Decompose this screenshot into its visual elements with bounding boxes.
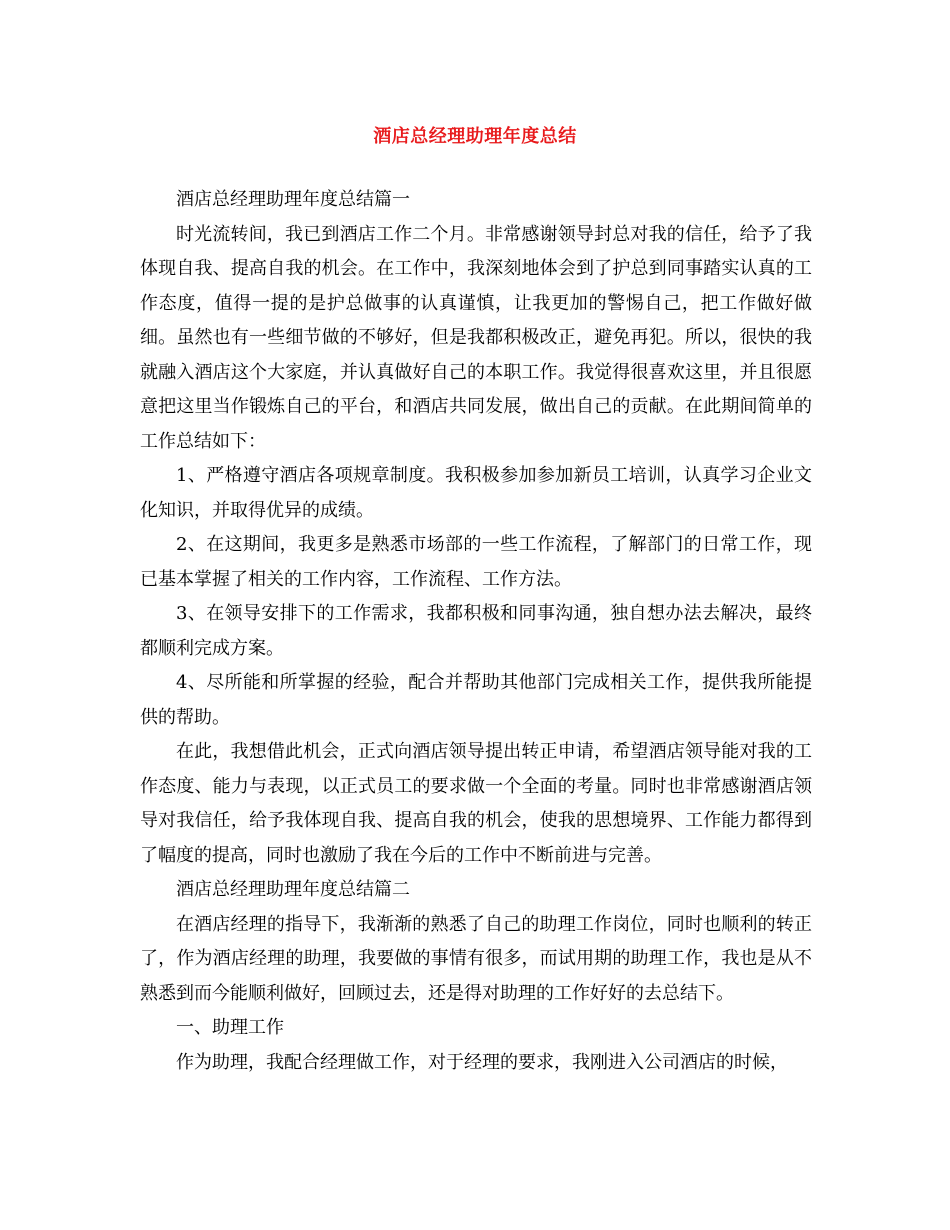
list-item: 3、在领导安排下的工作需求，我都积极和同事沟通，独自想办法去解决，最终都顺利完成方案。 xyxy=(140,603,812,659)
list-item: 2、在这期间，我更多是熟悉市场部的一些工作流程，了解部门的日常工作，现已基本掌握了相关的工作内容，工作流程、工作方法。 xyxy=(140,534,812,590)
paragraph: 在此，我想借此机会，正式向酒店领导提出转正申请，希望酒店领导能对我的工作态度、能力与表现，以正式员工的要求做一个全面的考量。同时也非常感谢酒店领导对我信任，给予我体现自我、提高自我的机会，使我的思想境界、工作能力都得到了幅度的提高，同时也激励了我在今后的工作中不断前进与完善。 xyxy=(140,741,812,866)
section-heading: 酒店总经理助理年度总结篇一 xyxy=(176,189,410,210)
paragraph: 在酒店经理的指导下，我渐渐的熟悉了自己的助理工作岗位，同时也顺利的转正了，作为酒店经理的助理，我要做的事情有很多，而试用期的助理工作，我也是从不熟悉到而今能顺利做好，回顾过去，还是得对助理的工作好好的去总结下。 xyxy=(140,913,812,1004)
paragraph: 作为助理，我配合经理做工作，对于经理的要求，我刚进入公司酒店的时候， xyxy=(176,1051,788,1073)
document-title: 酒店总经理助理年度总结 xyxy=(373,126,577,147)
list-item: 4、尽所能和所掌握的经验，配合并帮助其他部门完成相关工作，提供我所能提供的帮助。 xyxy=(140,672,812,728)
list-item: 1、严格遵守酒店各项规章制度。我积极参加参加新员工培训，认真学习企业文化知识，并取得优异的成绩。 xyxy=(140,465,812,521)
paragraph: 时光流转间，我已到酒店工作二个月。非常感谢领导封总对我的信任，给予了我体现自我、提高自我的机会。在工作中，我深刻地体会到了护总到同事踏实认真的工作态度，值得一提的是护总做事的认真谨慎，让我更加的警惕自己，把工作做好做细。虽然也有一些细节做的不够好，但是我都积极改正，避免再犯。所以，很快的我就融入酒店这个大家庭，并认真做好自己的本职工作。我觉得很喜欢这里，并且很愿意把这里当作锻炼自己的平台，和酒店共同发展，做出自己的贡献。在此期间简单的工作总结如下： xyxy=(140,223,812,452)
section-heading: 酒店总经理助理年度总结篇二 xyxy=(176,879,410,900)
subsection-heading: 一、助理工作 xyxy=(176,1017,284,1038)
document-body xyxy=(140,183,812,1080)
